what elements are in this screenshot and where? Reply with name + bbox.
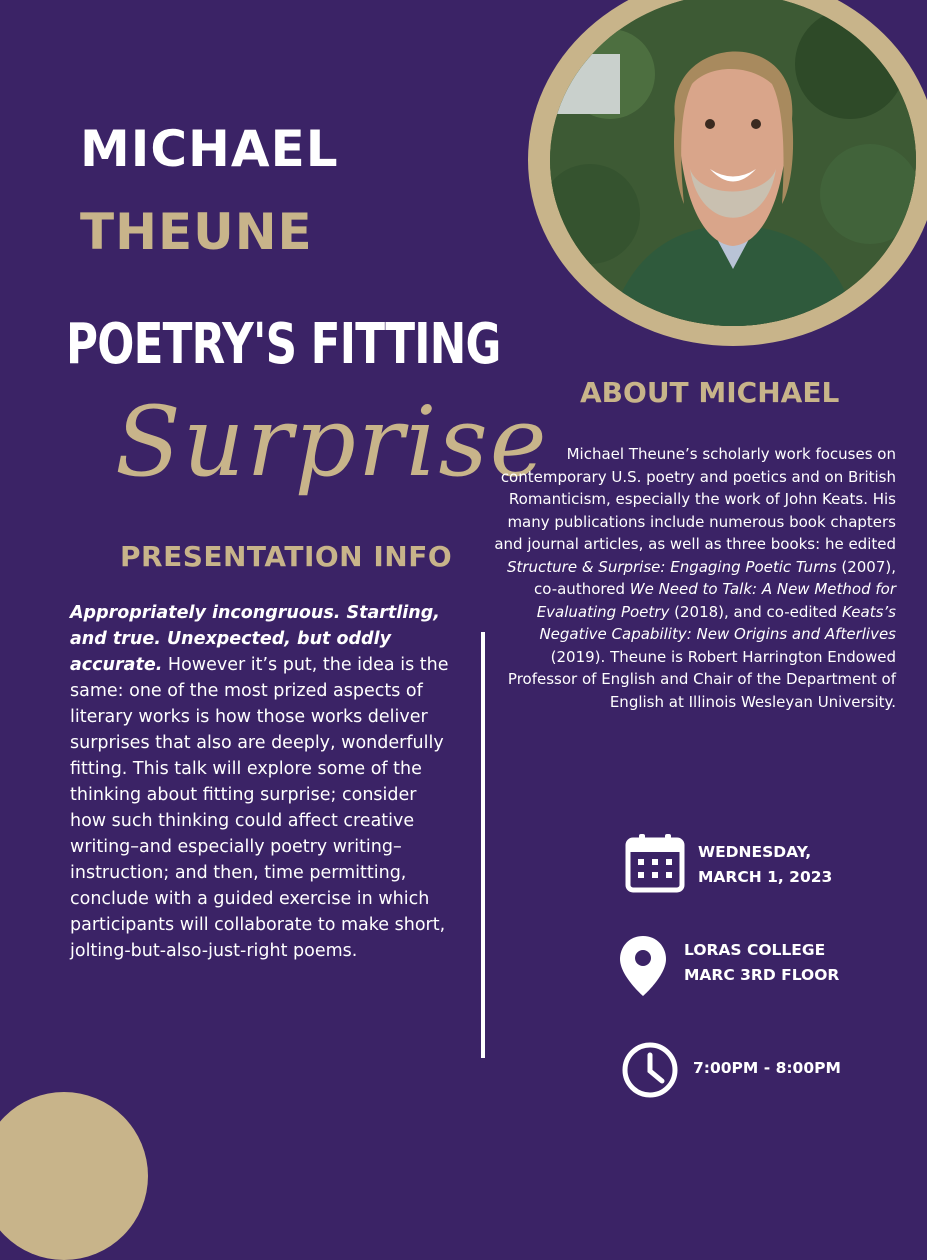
column-divider: [481, 632, 485, 1058]
bio-book-1: Structure & Surprise: Engaging Poetic Turns: [506, 557, 837, 576]
bio-book-3: Keats’s Negative Capability: New Origins and Afterlives: [539, 602, 896, 643]
about-heading: ABOUT MICHAEL: [580, 376, 840, 409]
event-location-venue: LORAS COLLEGE: [684, 941, 826, 959]
event-date: [698, 840, 832, 890]
calendar-icon: [624, 832, 686, 898]
decorative-circle: [0, 1092, 148, 1260]
presentation-description: [70, 600, 450, 964]
speaker-photo: [550, 0, 916, 326]
talk-title-script: Surprise: [115, 386, 549, 498]
event-location-room: MARC 3RD FLOOR: [684, 966, 840, 984]
bio-text-2: (2007), co-authored: [534, 557, 896, 598]
presentation-lead: Appropriately incongruous. Startling, and true. Unexpected, but oddly accurate.: [70, 603, 440, 675]
bio-text-4: (2019). Theune is Robert Harrington Endowed Professor of English and Chair of the Department of English at Illinois Wesleyan University.: [507, 647, 896, 711]
bio-text-1: Michael Theune’s scholarly work focuses on contemporary U.S. poetry and poetics and on British Romanticism, especially the work of John Keats. His many publications include numerous book chapters and journal articles, as well as three books: he edited: [494, 445, 896, 553]
bio-text-3: (2018), and co-edited: [674, 602, 838, 621]
about-bio: [494, 443, 896, 713]
presentation-heading: PRESENTATION INFO: [120, 540, 453, 573]
presentation-body: However it’s put, the idea is the same: one of the most prized aspects of literary works is how those works deliver surprises that also are deeply, wonderfully fitting. This talk will explore some of the thinking about fitting surprise; consider how such thinking could affect creative writing–and especially poetry writing–instruction; and then, time permitting, conclude with a guided exercise in which participants will collaborate to make short, jolting-but-also-just-right poems.: [70, 655, 449, 961]
event-location: [684, 938, 839, 988]
bio-book-2: We Need to Talk: A New Method for Evaluating Poetry: [536, 580, 896, 621]
speaker-first-name: MICHAEL: [80, 120, 339, 178]
event-time: 7:00PM - 8:00PM: [693, 1059, 841, 1077]
speaker-last-name: THEUNE: [80, 203, 313, 261]
talk-title: POETRY'S FITTING: [66, 312, 501, 377]
location-pin-icon: [618, 934, 668, 1002]
event-date-day: WEDNESDAY,: [698, 843, 812, 861]
clock-icon: [620, 1040, 680, 1104]
event-date-full: MARCH 1, 2023: [698, 868, 833, 886]
